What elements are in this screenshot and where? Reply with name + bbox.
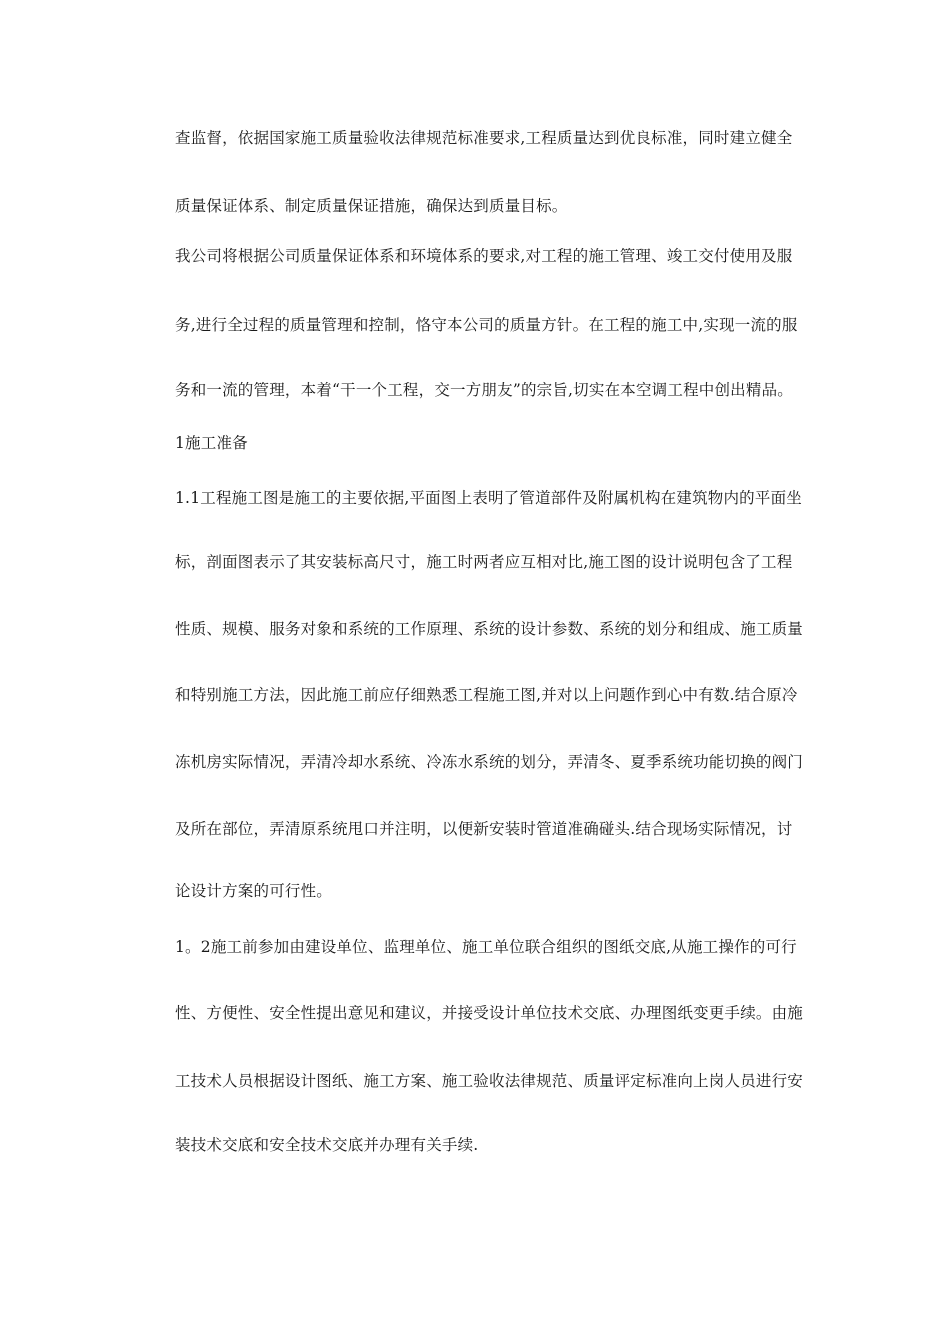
paragraph-line: 标，剖面图表示了其安装标高尺寸，施工时两者应互相对比,施工图的设计说明包含了工程 <box>175 553 793 571</box>
paragraph-line: 质量保证体系、制定质量保证措施，确保达到质量目标。 <box>175 197 568 215</box>
paragraph-line: 1。2施工前参加由建设单位、监理单位、施工单位联合组织的图纸交底,从施工操作的可行 <box>175 938 797 956</box>
section-heading: 1施工准备 <box>175 434 248 452</box>
paragraph-line: 查监督，依据国家施工质量验收法律规范标准要求,工程质量达到优良标准，同时建立健全 <box>175 129 793 147</box>
paragraph-line: 务,进行全过程的质量管理和控制，恪守本公司的质量方针。在工程的施工中,实现一流的服 <box>175 316 798 334</box>
paragraph-line: 性质、规模、服务对象和系统的工作原理、系统的设计参数、系统的划分和组成、施工质量 <box>175 620 804 638</box>
paragraph-line: 务和一流的管理，本着“干一个工程，交一方朋友”的宗旨,切实在本空调工程中创出精品。 <box>175 381 793 399</box>
paragraph-line: 装技术交底和安全技术交底并办理有关手续. <box>175 1136 479 1154</box>
paragraph-line: 1.1工程施工图是施工的主要依据,平面图上表明了管道部件及附属机构在建筑物内的平面坐 <box>175 489 802 507</box>
paragraph-line: 论设计方案的可行性。 <box>175 882 333 900</box>
paragraph-line: 和特别施工方法，因此施工前应仔细熟悉工程施工图,并对以上问题作到心中有数.结合原冷 <box>175 686 798 704</box>
paragraph-line: 工技术人员根据设计图纸、施工方案、施工验收法律规范、质量评定标准向上岗人员进行安 <box>175 1072 804 1090</box>
paragraph-line: 我公司将根据公司质量保证体系和环境体系的要求,对工程的施工管理、竣工交付使用及服 <box>175 247 793 265</box>
paragraph-line: 性、方便性、安全性提出意见和建议，并接受设计单位技术交底、办理图纸变更手续。由施 <box>175 1004 804 1022</box>
paragraph-line: 冻机房实际情况，弄清冷却水系统、冷冻水系统的划分，弄清冬、夏季系统功能切换的阀门 <box>175 753 804 771</box>
paragraph-line: 及所在部位，弄清原系统甩口并注明，以便新安装时管道准确碰头.结合现场实际情况，讨 <box>175 820 793 838</box>
